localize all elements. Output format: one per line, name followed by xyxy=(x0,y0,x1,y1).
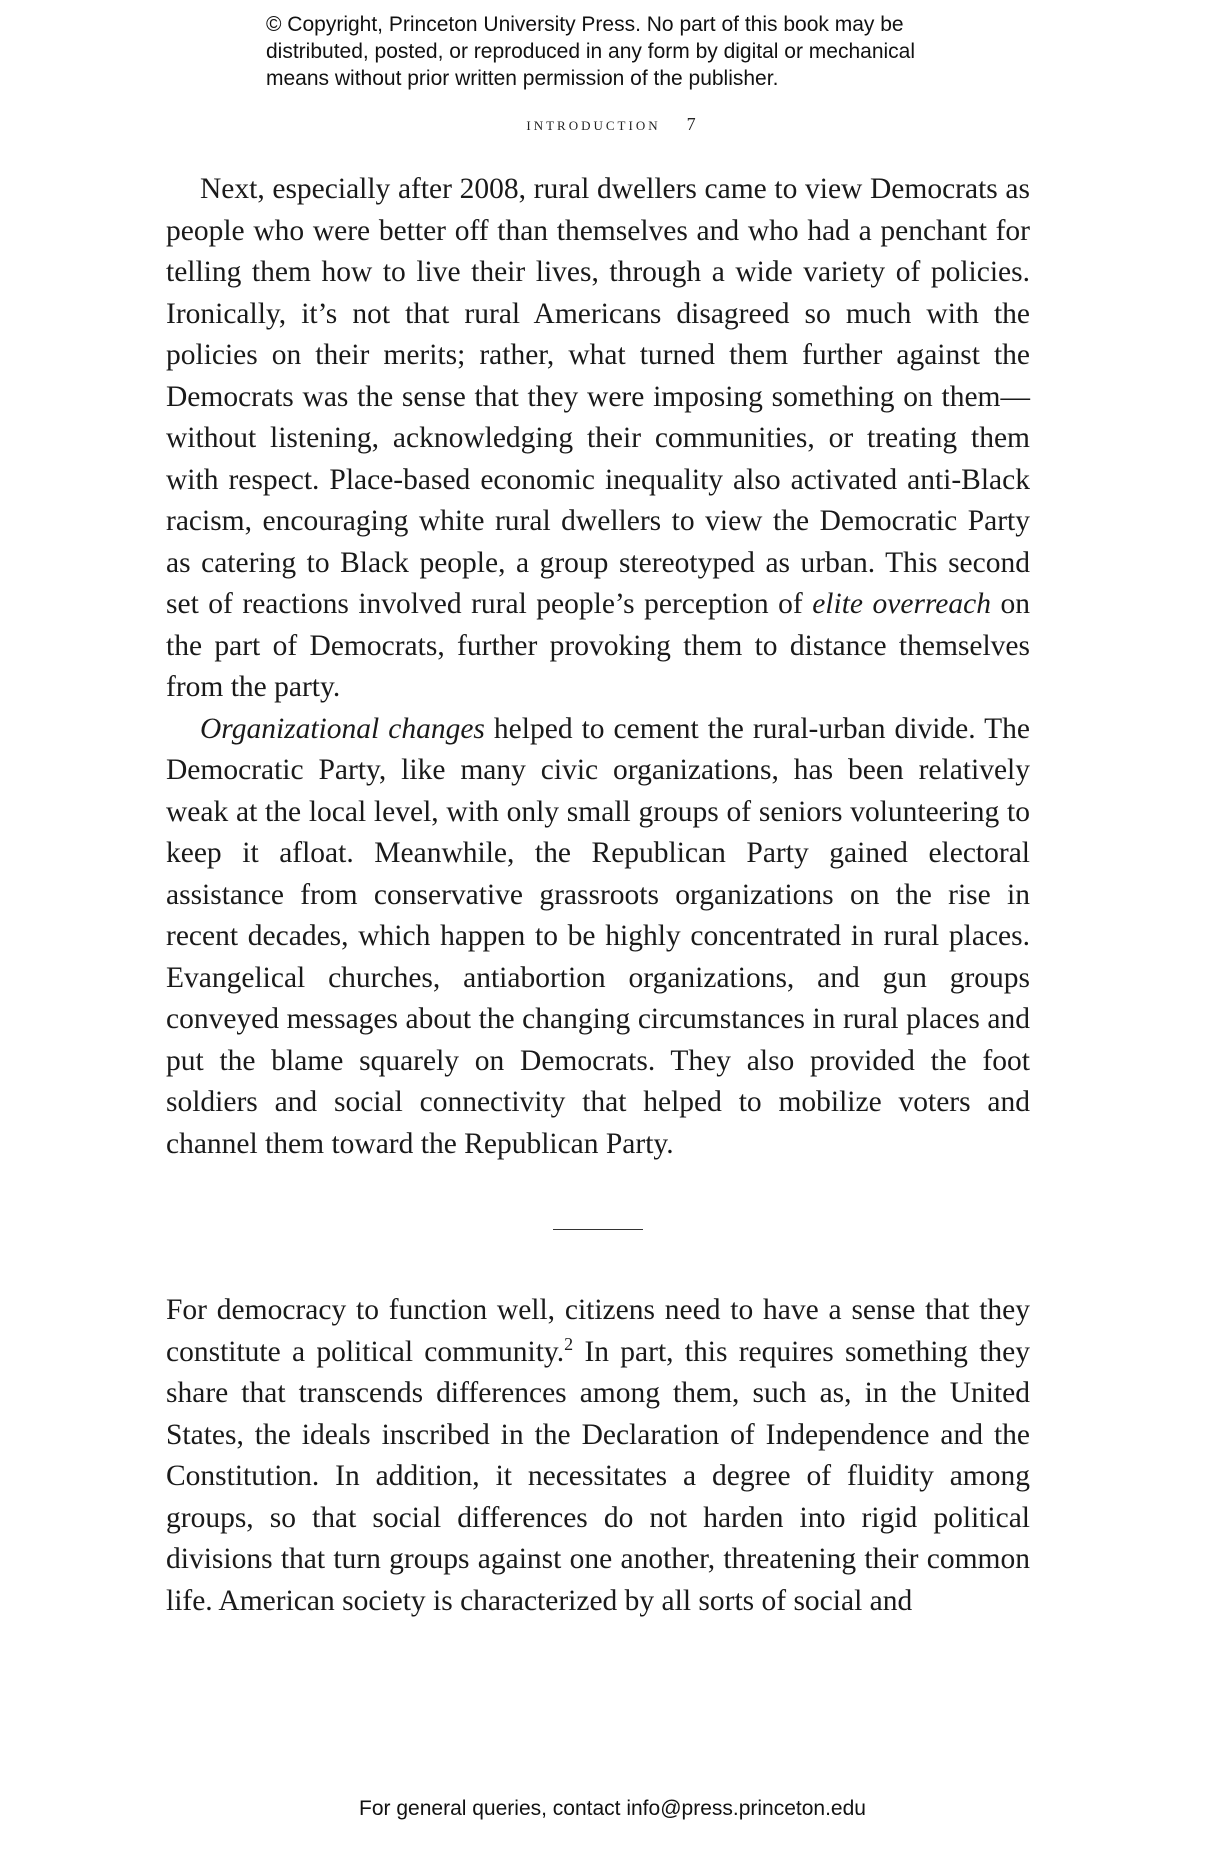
page-number: 7 xyxy=(686,114,699,134)
copyright-line: © Copyright, Princeton University Press. No part of this book may be xyxy=(266,13,904,36)
copyright-notice xyxy=(266,11,1026,92)
emphasis-text: elite overreach xyxy=(812,588,991,620)
paragraph-text: on the part of Democrats, further provoking them to distance themselves from the party. xyxy=(166,588,1031,703)
section-break-rule xyxy=(553,1229,643,1230)
paragraph-text: helped to cement the rural-urban divide. The Democratic Party, like many civic organizations, has been relatively weak at the local level, with only small groups of seniors volunteering to keep it afloat. Meanwhile, the Republican Party gained electoral assistance from conservative grassroots organizations on the rise in recent decades, which happen to be highly concentrated in rural places. Evangelical churches, antiabortion organizations, and gun groups conveyed messages about the changing circumstances in rural places and put the blame squarely on Democrats. They also provided the foot soldiers and social connectivity that helped to mobilize voters and channel them toward the Republican Party. xyxy=(166,712,1030,1160)
chapter-title: introduction xyxy=(526,114,661,134)
running-head xyxy=(0,114,1225,135)
body-text-section-1 xyxy=(166,169,1030,1165)
paragraph-text: In part, this requires something they share that transcends differences among them, such as, in the United States, the ideals inscribed in the Declaration of Independence and the Constitution. In addition, it necessitates a degree of fluidity among groups, so that social differences do not harden into rigid political divisions that turn groups against one another, threatening their common life. American society is characterized by all sorts of social and xyxy=(166,1335,1030,1617)
paragraph-text: Next, especially after 2008, rural dwellers came to view Democrats as people who were better off than themselves and who had a penchant for telling them how to live their lives, through a wide variety of policies. Ironically, it’s not that rural Americans disagreed so much with the policies on their merits; rather, what turned them further against the Democrats was the sense that they were imposing something on them—without listening, acknowledging their communities, or treating them with respect. Place-based economic inequality also activated anti-Black racism, encouraging white rural dwellers to view the Democratic Party as catering to Black people, a group stereotyped as urban. This second set of reactions involved rural people’s perception of xyxy=(166,173,1030,620)
footer-contact: For general queries, contact info@press.princeton.edu xyxy=(359,1797,866,1820)
copyright-line: means without prior written permission of the publisher. xyxy=(266,67,779,90)
paragraph xyxy=(166,709,1030,1166)
paragraph xyxy=(166,1290,1030,1622)
emphasis-text: Organizational changes xyxy=(200,712,485,745)
body-text-section-2 xyxy=(166,1290,1030,1622)
paragraph xyxy=(166,169,1030,709)
copyright-line: distributed, posted, or reproduced in any form by digital or mechanical xyxy=(266,40,916,63)
paragraph-text: For democracy to function well, citizens need to have a sense that they constitute a political community. xyxy=(166,1294,1030,1368)
footnote-marker[interactable]: 2 xyxy=(564,1333,574,1354)
